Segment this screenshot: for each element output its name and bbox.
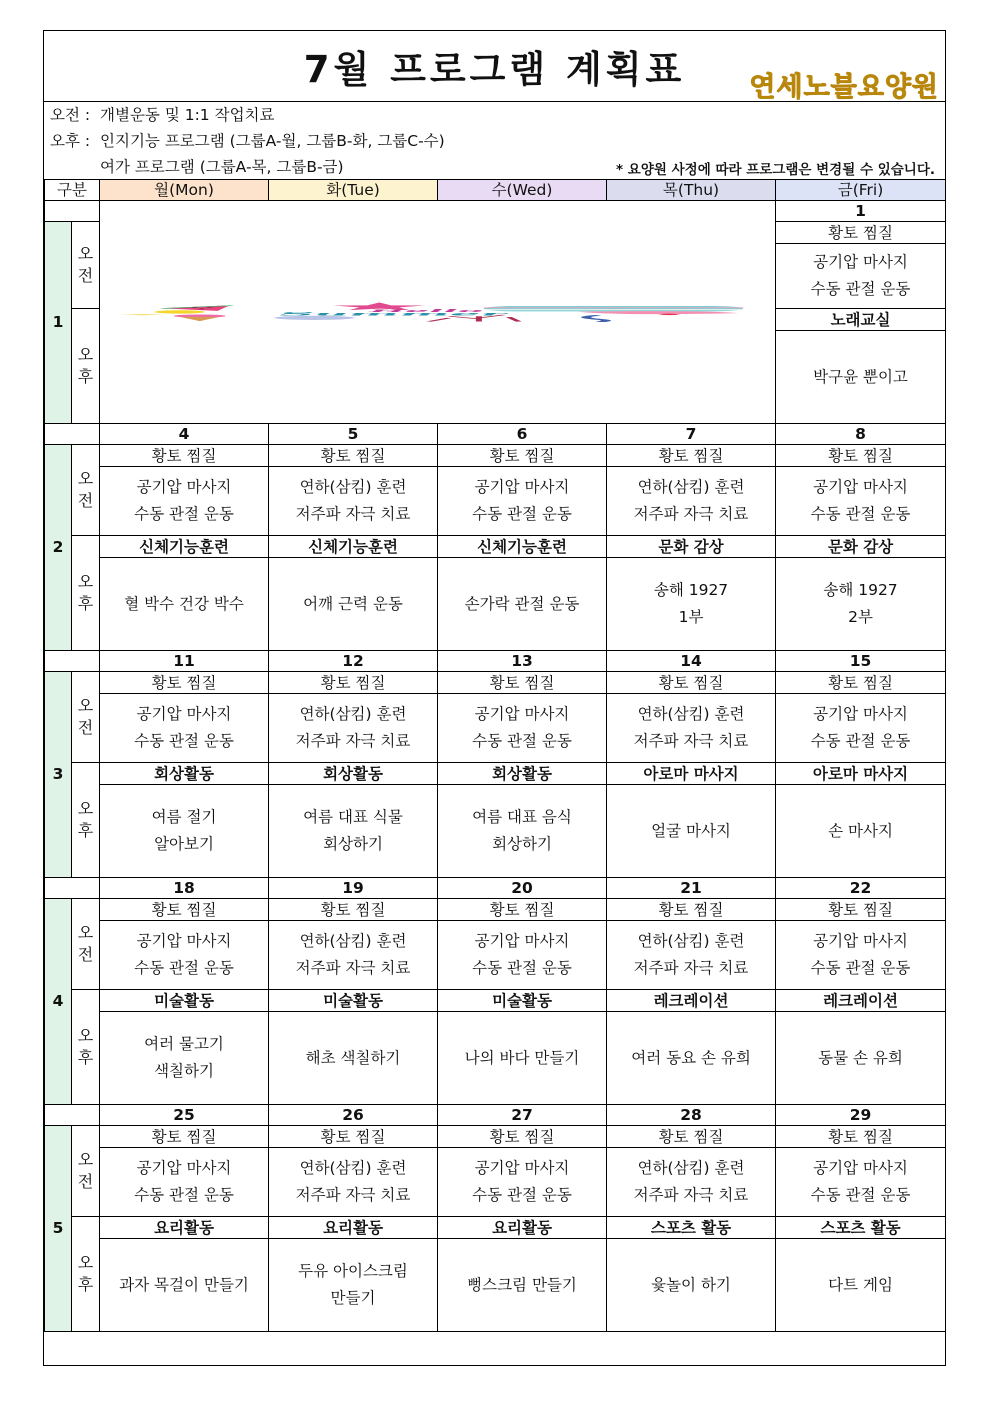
pm-program-cell — [776, 1012, 946, 1105]
pm-program-line2: 회상하기 — [492, 835, 552, 853]
am-program-cell — [607, 467, 776, 536]
week2-date-row — [45, 424, 946, 445]
pm-head-cell: 문화 감상 — [607, 536, 776, 558]
date-cell: 27 — [438, 1105, 607, 1126]
pm-program-cell — [100, 1239, 269, 1332]
am-head-cell: 황토 찜질 — [269, 899, 438, 921]
pm-program-line1: 다트 게임 — [828, 1275, 893, 1294]
date-cell: 26 — [269, 1105, 438, 1126]
pm-text-1: 인지기능 프로그램 (그룹A-월, 그룹B-화, 그룹C-수) — [100, 132, 445, 150]
am-head-cell: 황토 찜질 — [269, 1126, 438, 1148]
pm-head-cell: 레크레이션 — [607, 990, 776, 1012]
pm-head-cell: 신체기능훈련 — [269, 536, 438, 558]
pm-program-line1: 두유 아이스크림 — [298, 1262, 408, 1280]
am-program-line2: 수동 관절 운동 — [472, 959, 572, 977]
date-cell: 14 — [607, 651, 776, 672]
am-program-cell — [607, 1148, 776, 1217]
week1-am-label: 오 전 — [72, 222, 100, 309]
am-head-cell: 황토 찜질 — [607, 672, 776, 694]
am-program-cell — [269, 1148, 438, 1217]
date-cell: 20 — [438, 878, 607, 899]
pm-program-cell — [438, 1239, 607, 1332]
pm-program-cell — [438, 1012, 607, 1105]
pm-head-cell: 아로마 마사지 — [607, 763, 776, 785]
am-program-line2: 저주파 자극 치료 — [295, 959, 411, 977]
date-cell: 11 — [100, 651, 269, 672]
pm-program-line2: 색칠하기 — [154, 1062, 214, 1080]
title-bar — [44, 31, 945, 102]
am-label: 오 전 — [72, 1126, 100, 1217]
summer-art — [100, 302, 775, 322]
pm-program-cell — [100, 1012, 269, 1105]
date-cell: 13 — [438, 651, 607, 672]
date-cell: 8 — [776, 424, 946, 445]
am-program-line2: 수동 관절 운동 — [472, 505, 572, 523]
pm-program-line1: 해초 색칠하기 — [305, 1048, 401, 1067]
pm-program-line1: 윷놀이 하기 — [651, 1275, 731, 1294]
hello-summer-illustration — [100, 201, 776, 424]
pm-program-line1: 과자 목걸이 만들기 — [119, 1275, 249, 1294]
am-head-cell: 황토 찜질 — [100, 1126, 269, 1148]
am-program-line1: 공기압 마사지 — [136, 932, 232, 950]
pm-program-line2: 2부 — [848, 608, 873, 626]
pm-program-cell — [269, 785, 438, 878]
pm-program-line1: 얼굴 마사지 — [651, 821, 731, 840]
am-program-cell — [100, 1148, 269, 1217]
am-label: 오전 : — [50, 106, 91, 124]
am-program-line1: 연하(삼킴) 훈련 — [299, 1159, 407, 1177]
pm-program-line1: 나의 바다 만들기 — [464, 1048, 580, 1067]
am-head-cell: 황토 찜질 — [100, 672, 269, 694]
am-program-cell — [438, 467, 607, 536]
am-program-line1: 공기압 마사지 — [813, 1159, 908, 1177]
am-program-cell — [776, 694, 946, 763]
am-program-cell — [100, 921, 269, 990]
pm-head-cell: 미술활동 — [269, 990, 438, 1012]
pm-program-cell — [776, 1239, 946, 1332]
am-program-line1: 공기압 마사지 — [136, 1159, 232, 1177]
am-head-cell: 황토 찜질 — [607, 1126, 776, 1148]
am-program-cell — [100, 694, 269, 763]
pm-label: 오후 : — [50, 132, 91, 150]
pm-program-cell — [100, 558, 269, 651]
week5-date-row — [45, 1105, 946, 1126]
am-program-line2: 저주파 자극 치료 — [295, 1186, 411, 1204]
am-head-cell: 황토 찜질 — [607, 899, 776, 921]
header-fri: 금(Fri) — [776, 180, 946, 201]
pm-label: 오 후 — [72, 990, 100, 1105]
am-program-line1: 연하(삼킴) 훈련 — [637, 705, 745, 723]
week1-fri-am-head: 황토 찜질 — [776, 222, 946, 244]
page-title: 7월 프로그램 계획표 — [303, 48, 686, 91]
pm-head-cell: 회상활동 — [269, 763, 438, 785]
pm-text-2: 여가 프로그램 (그룹A-목, 그룹B-금) — [100, 158, 344, 176]
am-program-line1: 공기압 마사지 — [813, 478, 908, 496]
pm-program-line2: 회상하기 — [323, 835, 383, 853]
week1-date-row — [45, 201, 946, 222]
week-number: 3 — [45, 672, 72, 878]
pm-program-line2: 알아보기 — [154, 835, 214, 853]
pm-program-line1: 여름 대표 식물 — [303, 808, 403, 826]
am-program-cell — [776, 467, 946, 536]
am-program-line1: 공기압 마사지 — [474, 705, 570, 723]
info-am-line — [50, 103, 274, 125]
pm-head-cell: 신체기능훈련 — [100, 536, 269, 558]
header-wed: 수(Wed) — [438, 180, 607, 201]
am-program-cell — [438, 694, 607, 763]
pm-head-cell: 회상활동 — [438, 763, 607, 785]
pm-head-cell: 레크레이션 — [776, 990, 946, 1012]
pm-head-cell: 미술활동 — [438, 990, 607, 1012]
pm-head-cell: 문화 감상 — [776, 536, 946, 558]
am-program-line2: 저주파 자극 치료 — [633, 1186, 749, 1204]
am-head-cell: 황토 찜질 — [438, 672, 607, 694]
am-program-cell — [269, 694, 438, 763]
am-head-cell: 황토 찜질 — [100, 899, 269, 921]
pm-program-cell — [776, 785, 946, 878]
date-cell: 4 — [100, 424, 269, 445]
am-program-cell — [776, 921, 946, 990]
pm-program-line1: 손 마사지 — [828, 821, 893, 840]
am-program-line2: 저주파 자극 치료 — [633, 505, 749, 523]
date-cell: 18 — [100, 878, 269, 899]
pm-program-cell — [269, 1012, 438, 1105]
date-cell: 12 — [269, 651, 438, 672]
week1-fri-date: 1 — [776, 201, 946, 222]
week-number: 5 — [45, 1126, 72, 1332]
pm-program-cell — [607, 785, 776, 878]
am-program-cell — [607, 921, 776, 990]
header-tue: 화(Tue) — [269, 180, 438, 201]
info-block — [44, 101, 945, 180]
pm-head-cell: 미술활동 — [100, 990, 269, 1012]
pm-head-cell: 아로마 마사지 — [776, 763, 946, 785]
am-program-line2: 수동 관절 운동 — [472, 732, 572, 750]
pm-program-line1: 송해 1927 — [653, 581, 729, 599]
am-program-line1: 연하(삼킴) 훈련 — [637, 478, 745, 496]
date-cell: 22 — [776, 878, 946, 899]
pm-program-line1: 어깨 근력 운동 — [303, 594, 403, 613]
am-program-line2: 수동 관절 운동 — [810, 959, 911, 977]
am-program-line1: 공기압 마사지 — [813, 705, 908, 723]
pm-head-cell: 회상활동 — [100, 763, 269, 785]
am-program-line2: 저주파 자극 치료 — [633, 732, 749, 750]
am-program-cell — [607, 694, 776, 763]
pm-program-cell — [269, 558, 438, 651]
am-program-cell — [269, 467, 438, 536]
pm-program-cell — [100, 785, 269, 878]
am-head-cell: 황토 찜질 — [776, 445, 946, 467]
date-cell: 6 — [438, 424, 607, 445]
am-program-line1: 연하(삼킴) 훈련 — [299, 478, 407, 496]
pm-program-cell — [607, 1239, 776, 1332]
am-program-line1: 공기압 마사지 — [474, 932, 570, 950]
pm-program-line1: 손가락 관절 운동 — [464, 594, 580, 613]
am-head-cell: 황토 찜질 — [607, 445, 776, 467]
am-program-line1: 공기압 마사지 — [474, 1159, 570, 1177]
week-number: 2 — [45, 445, 72, 651]
am-program-line2: 저주파 자극 치료 — [295, 732, 411, 750]
am-head-cell: 황토 찜질 — [776, 1126, 946, 1148]
am-program-line2: 수동 관절 운동 — [810, 732, 911, 750]
am-head-cell: 황토 찜질 — [776, 672, 946, 694]
info-pm-line — [50, 129, 445, 151]
pm-program-line1: 여름 대표 음식 — [472, 808, 572, 826]
am-program-line1: 연하(삼킴) 훈련 — [637, 1159, 745, 1177]
am-head-cell: 황토 찜질 — [776, 899, 946, 921]
date-cell: 7 — [607, 424, 776, 445]
pm-head-cell: 요리활동 — [438, 1217, 607, 1239]
pm-head-cell: 요리활동 — [100, 1217, 269, 1239]
lemon-icon — [155, 310, 205, 313]
am-program-line2: 수동 관절 운동 — [134, 959, 234, 977]
pm-program-cell — [607, 1012, 776, 1105]
am-label: 오 전 — [72, 445, 100, 536]
am-program-line1: 연하(삼킴) 훈련 — [299, 932, 407, 950]
pm-program-line1: 여러 동요 손 유희 — [631, 1048, 751, 1067]
am-head-cell: 황토 찜질 — [438, 899, 607, 921]
header-mon: 월(Mon) — [100, 180, 269, 201]
week1-pm-label: 오 후 — [72, 309, 100, 424]
pm-program-line1: 송해 1927 — [823, 581, 898, 599]
pm-program-cell — [607, 558, 776, 651]
am-label: 오 전 — [72, 672, 100, 763]
am-program-line2: 수동 관절 운동 — [810, 505, 911, 523]
towel-icon — [484, 306, 743, 311]
hello-text: Hello — [369, 308, 484, 313]
am-program-line2: 수동 관절 운동 — [810, 1186, 911, 1204]
week1-fri-am-line2: 수동 관절 운동 — [810, 280, 911, 298]
am-head-cell: 황토 찜질 — [438, 445, 607, 467]
am-label: 오 전 — [72, 899, 100, 990]
pm-program-cell — [776, 558, 946, 651]
am-head-cell: 황토 찜질 — [438, 1126, 607, 1148]
am-program-line1: 공기압 마사지 — [474, 478, 570, 496]
header-thu: 목(Thu) — [607, 180, 776, 201]
flip-flop-icon — [579, 311, 739, 314]
am-program-cell — [438, 921, 607, 990]
schedule-table — [44, 179, 946, 1332]
am-program-line1: 연하(삼킴) 훈련 — [637, 932, 745, 950]
am-program-line2: 수동 관절 운동 — [472, 1186, 572, 1204]
am-program-cell — [269, 921, 438, 990]
am-program-line1: 연하(삼킴) 훈련 — [299, 705, 407, 723]
date-cell: 28 — [607, 1105, 776, 1126]
organization-name: 연세노블요양원 — [749, 72, 939, 103]
pm-program-line1: 혈 박수 건강 박수 — [124, 594, 244, 613]
pm-program-line1: 여러 물고기 — [144, 1035, 224, 1053]
week1-fri-pm-head: 노래교실 — [776, 309, 946, 331]
summer-text: Summer — [279, 311, 506, 317]
header-row — [45, 180, 946, 201]
am-program-line2: 저주파 자극 치료 — [295, 505, 411, 523]
date-cell: 29 — [776, 1105, 946, 1126]
am-program-cell — [438, 1148, 607, 1217]
week-number: 4 — [45, 899, 72, 1105]
notice-text: * 요양원 사정에 따라 프로그램은 변경될 수 있습니다. — [616, 162, 935, 178]
am-head-cell: 황토 찜질 — [100, 445, 269, 467]
pm-program-cell — [438, 785, 607, 878]
date-cell: 5 — [269, 424, 438, 445]
pm-label: 오 후 — [72, 1217, 100, 1332]
date-cell: 25 — [100, 1105, 269, 1126]
pm-label: 오 후 — [72, 763, 100, 878]
pm-head-cell: 신체기능훈련 — [438, 536, 607, 558]
week4-date-row — [45, 878, 946, 899]
week1-number: 1 — [45, 222, 72, 424]
am-program-line2: 수동 관절 운동 — [134, 732, 234, 750]
pm-program-line1: 여름 절기 — [151, 808, 217, 826]
am-head-cell: 황토 찜질 — [269, 672, 438, 694]
am-program-line2: 수동 관절 운동 — [134, 505, 234, 523]
pm-program-cell — [269, 1239, 438, 1332]
pm-program-line2: 만들기 — [330, 1289, 376, 1307]
am-program-line1: 공기압 마사지 — [136, 478, 232, 496]
am-program-line1: 공기압 마사지 — [813, 932, 908, 950]
pm-label: 오 후 — [72, 536, 100, 651]
am-program-cell — [100, 467, 269, 536]
week1-fri-am-content — [776, 244, 946, 309]
pm-head-cell: 요리활동 — [269, 1217, 438, 1239]
seahorse-icon — [586, 315, 606, 322]
pm-program-line1: 동물 손 유희 — [818, 1048, 903, 1067]
week1-fri-am-line1: 공기압 마사지 — [813, 253, 908, 271]
am-program-line1: 공기압 마사지 — [136, 705, 232, 723]
pm-program-line2: 1부 — [678, 608, 704, 626]
am-program-line2: 저주파 자극 치료 — [633, 959, 749, 977]
pm-head-cell: 스포츠 활동 — [607, 1217, 776, 1239]
date-cell: 21 — [607, 878, 776, 899]
program-schedule-sheet — [43, 30, 946, 1366]
am-program-cell — [776, 1148, 946, 1217]
am-text: 개별운동 및 1:1 작업치료 — [100, 106, 275, 124]
date-cell: 19 — [269, 878, 438, 899]
am-head-cell: 황토 찜질 — [269, 445, 438, 467]
week3-date-row — [45, 651, 946, 672]
info-pm-line-2 — [50, 155, 344, 177]
week1-fri-pm-content: 박구윤 뿐이고 — [776, 331, 946, 424]
am-program-line2: 수동 관절 운동 — [134, 1186, 234, 1204]
pm-program-cell — [438, 558, 607, 651]
header-gu: 구분 — [45, 180, 100, 201]
pm-program-line1: 뻥스크림 만들기 — [467, 1275, 577, 1294]
date-cell: 15 — [776, 651, 946, 672]
pm-head-cell: 스포츠 활동 — [776, 1217, 946, 1239]
